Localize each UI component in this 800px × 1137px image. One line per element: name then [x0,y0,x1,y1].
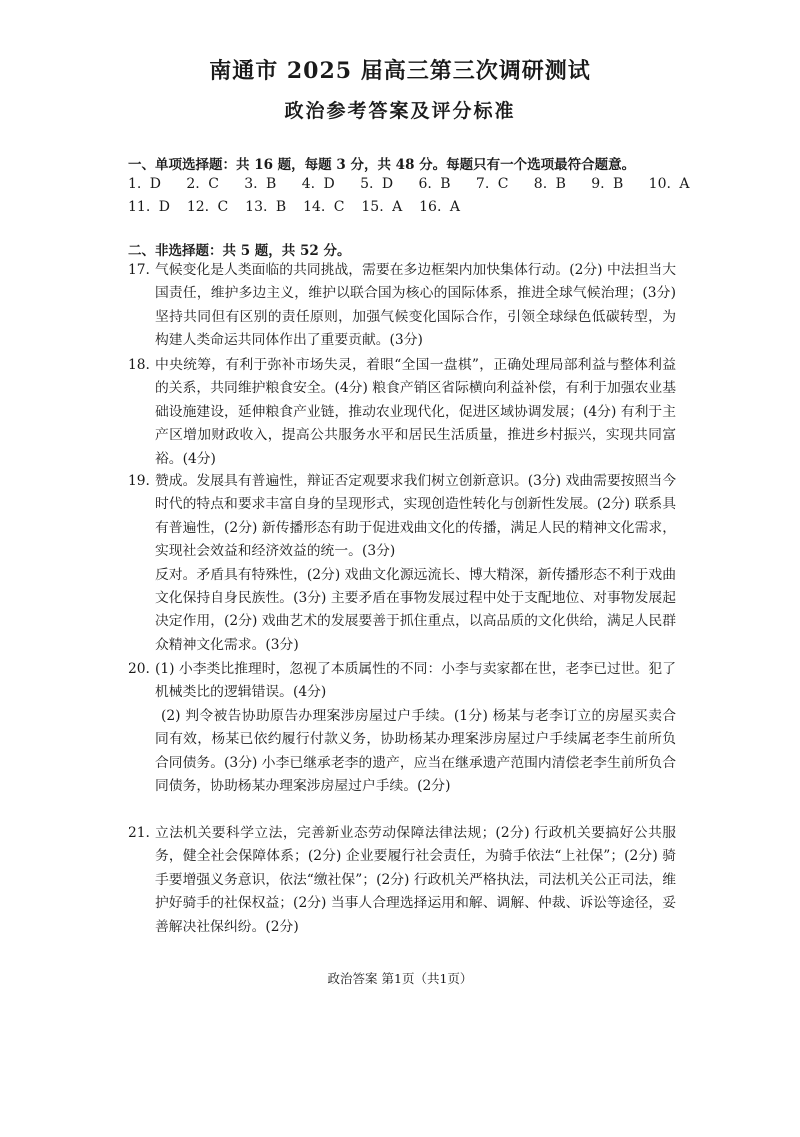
question-17 [128,259,676,353]
question-number: 19. [128,473,150,489]
mc-answers-row-2: 11. D 12. C 13. B 14. C 15. A 16. A [128,199,460,215]
section-1-heading: 一、单项选择题：共 16 题，每题 3 分，共 48 分。每题只有一个选项最符合题意。 [128,157,636,173]
answer-paragraph: (1) 小李类比推理时，忽视了本质属性的不同：小李与卖家都在世，老李已过世。犯了机械类比的逻辑错误。(4分) [155,661,676,701]
answer-paragraph: 气候变化是人类面临的共同挑战，需要在多边框架内加快集体行动。(2分) 中法担当大国责任，维护多边主义，维护以联合国为核心的国际体系，推进全球气候治理；(3分) 坚持共同但有区别的责任原则，加强气候变化国际合作，引领全球绿色低碳转型，为构建人类命运共同体作出了重要贡献。(3分) [155,262,676,349]
answer-paragraph: 中央统筹，有利于弥补市场失灵，着眼“全国一盘棋”，正确处理局部利益与整体利益的关系，共同维护粮食安全。(4分) 粮食产销区省际横向利益补偿，有利于加强农业基础设施建设，延伸粮食产业链，推动农业现代化，促进区域协调发展；(4分) 有利于主产区增加财政收入，提高公共服务水平和居民生活质量，推进乡村振兴，实现共同富裕。(4分) [155,357,676,467]
question-18 [128,354,676,471]
question-number: 18. [128,357,150,373]
question-19 [128,470,676,657]
answer-paragraph: (2) 判令被告协助原告办理案涉房屋过户手续。(1分) 杨某与老李订立的房屋买卖合同有效，杨某已依约履行付款义务，协助杨某办理案涉房屋过户手续属老李生前所负合同债务。(3分) 小李已继承老李的遗产，应当在继承遗产范围内清偿老李生前所负合同债务，协助杨某办理案涉房屋过户手续。(2分) [155,707,676,795]
page-title: 南通市 2025 届高三第三次调研测试 [209,58,591,84]
page-subtitle: 政治参考答案及评分标准 [284,100,516,122]
question-number: 21. [128,825,150,841]
question-number: 17. [128,262,150,278]
answer-paragraph: 反对。矛盾具有特殊性，(2分) 戏曲文化源远流长、博大精深，新传播形态不利于戏曲文化保持自身民族性。(3分) 主要矛盾在事物发展过程中处于支配地位、对事物发展起决定作用，(2分) 戏曲艺术的发展要善于抓住重点，以高品质的文化供给，满足人民群众精神文化需求。(3分) [155,566,676,653]
answer-paragraph: 赞成。发展具有普遍性，辩证否定观要求我们树立创新意识。(3分) 戏曲需要按照当今时代的特点和要求丰富自身的呈现形式，实现创造性转化与创新性发展。(2分) 联系具有普遍性，(2分) 新传播形态有助于促进戏曲文化的传播，满足人民的精神文化需求，实现社会效益和经济效益的统一。(3分) [155,473,676,560]
section-2-heading: 二、非选择题：共 5 题，共 52 分。 [128,243,351,259]
question-20 [128,658,676,798]
answer-paragraph: 立法机关要科学立法，完善新业态劳动保障法律法规；(2分) 行政机关要搞好公共服务，健全社会保障体系；(2分) 企业要履行社会责任，为骑手依法“上社保”；(2分) 骑手要增强义务意识，依法“缴社保”；(2分) 行政机关严格执法，司法机关公正司法，维护好骑手的社保权益；(2分) 当事人合理选择运用和解、调解、仲裁、诉讼等途径，妥善解决社保纠纷。(2分) [155,825,676,935]
mc-answers-row-1: 1. D 2. C 3. B 4. D 5. D 6. B 7. C 8. B 9. B 10. A [128,176,690,192]
page-footer: 政治答案 第1页（共1页） [327,971,473,986]
question-number: 20. [128,661,150,677]
question-21 [128,822,676,939]
